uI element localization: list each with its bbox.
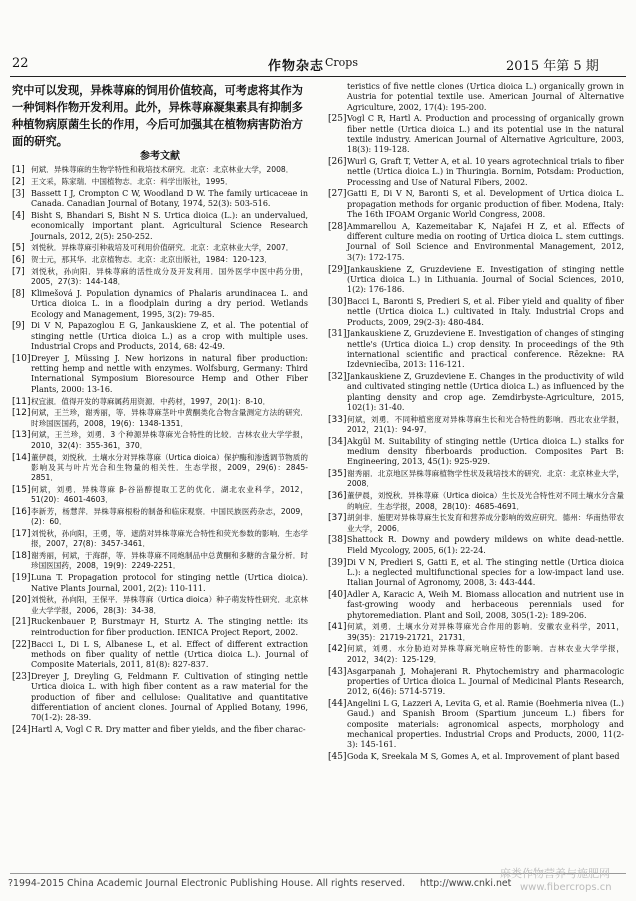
reference-entry — [328, 114, 624, 155]
reference-number: [17] — [12, 529, 31, 540]
reference-number: [42] — [328, 644, 347, 655]
reference-number: [44] — [328, 698, 347, 709]
reference-text: 何斌．异株荨麻的生物学特性和栽培技术研究．北京：北京林业大学，2008． — [31, 165, 294, 175]
reference-number: [11] — [12, 396, 31, 407]
reference-text: Klimešová J. Population dynamics of Phalaris arundinacea L. and Urtica dioica L. in a floodplain during a dry period. Wetlands Ecology and Management, 1995, 3(2): 79-85. — [31, 289, 308, 319]
reference-entry — [12, 255, 308, 265]
references-title: 参考文献 — [140, 151, 180, 162]
reference-number: [7] — [12, 266, 25, 277]
reference-text: 谢秀丽，何斌，于海群，等．异株荨麻不同炮制品中总黄酮和多糖的含量分析．时珍国医国药，2008，19(9)：2249-2251． — [31, 551, 308, 571]
reference-text: teristics of five nettle clones (Urtica dioica L.) organically grown in Austria for potential textile use. American Journal of Alternative Agriculture, 2002, 17(4): 195-200. — [347, 82, 624, 112]
reference-text: 刘悦秋，孙向阳，王保平．异株荨麻（Urtica dioica）种子萌发特性研究．北京林业大学学报，2006，28(3)：34-38． — [31, 595, 308, 615]
reference-number: [13] — [12, 430, 31, 441]
issue-label: 2015 年第 5 期 — [506, 59, 599, 74]
reference-entry — [12, 189, 308, 210]
reference-text: Shattock R. Downy and powdery mildews on white dead-nettle. Field Mycology, 2005, 6(1): 22-24. — [347, 535, 624, 555]
reference-text: 董伊晨，刘悦秋．异株荨麻（Urtica dioica）生长及光合特性对不同土壤水分含量的响应．生态学报，2008，28(10)：4685-4691． — [347, 491, 624, 511]
reference-number: [24] — [12, 724, 31, 735]
reference-text: 刘悦秋，孙向阳，王勇，等．遮荫对异株荨麻光合特性和荧光参数的影响．生态学报，2007，27(8)：3457-3461． — [31, 529, 308, 549]
reference-text: 何斌，刘勇．土壤水分对异株荨麻光合作用的影响．安徽农业科学，2011，39(35)：21719-21721，21731． — [347, 622, 624, 642]
reference-text: Jankauskiene Z, Gruzdeviene E. Investigation of stinging nettle (Urtica dioica L.) in Lithuania. Journal of Social Sciences, 2010, 1(2): 176-186. — [347, 264, 624, 295]
reference-text: 何斌，刘勇．不同种植密度对异株荨麻生长和光合特性的影响．西北农业学报，2012，21(1)：94-97． — [347, 414, 624, 434]
reference-entry — [12, 430, 308, 451]
reference-number: [16] — [12, 507, 31, 517]
reference-text: Goda K, Sreekala M S, Gomes A, et al. Improvement of plant based — [347, 751, 620, 761]
reference-number: [18] — [12, 551, 31, 562]
reference-entry — [328, 752, 624, 762]
intro-paragraph: 究中可以发现，异株荨麻的饲用价值较高，可考虑将其作为一种饲料作物开发利用。此外，异株荨麻凝集素具有抑制多种植物病原菌生长的作用，今后可加强其在植物病害防治方面的研究。 — [12, 84, 303, 148]
reference-text: 李新芳，杨慧萍．异株荨麻根粉的制备和临床观察．中国民族医药杂志，2009，(2)：60． — [31, 507, 308, 527]
reference-entry — [12, 211, 308, 242]
reference-number: [30] — [328, 296, 347, 307]
reference-entry — [328, 189, 624, 220]
reference-number: [25] — [328, 114, 347, 125]
right-column — [328, 82, 624, 764]
reference-entry — [12, 725, 308, 735]
reference-entry — [328, 265, 624, 296]
reference-text: Jankauskiene Z, Gruzdeviene E. Investigation of changes of stinging nettle's (Urtica dioica L.) crop density. In proceedings of the 9th international scientific and practical conference. Rēzekne: RA Izdevniecība, 2013: 116-121. — [347, 329, 624, 370]
reference-text: Luna T. Propagation protocol for stinging nettle (Urtica dioica). Native Plants Journal, 2001, 2(2): 110-111. — [31, 573, 308, 593]
reference-number: [5] — [12, 243, 25, 254]
reference-number: [41] — [328, 622, 347, 633]
reference-entry — [328, 667, 624, 698]
reference-number: [38] — [328, 535, 347, 546]
reference-text: Ruckenbauer P, Burstmayr H, Sturtz A. The stinging nettle: its reintroduction for fiber production. IENICA Project Report, 2002. — [31, 617, 308, 637]
reference-text: Bassett I J, Crompton C W, Woodland D W. The family urticaceae in Canada. Canadian Journal of Botany, 1974, 52(3): 503-516. — [31, 188, 308, 209]
reference-text: Bacci L, Di L S, Albanese L, et al. Effect of different extraction methods on fiber quality of nettle (Urtica dioica L.). Journal of Composite Materials, 2011, 81(8): 827-837. — [31, 639, 308, 670]
reference-entry — [12, 243, 308, 253]
reference-number: [10] — [12, 353, 31, 364]
reference-entry — [328, 157, 624, 188]
reference-text: Akgül M. Suitability of stinging nettle (Urtica dioica L.) stalks for medium density fiberboards production. Composites Part B: Engineering, 2013, 45(1): 925-929. — [347, 436, 624, 467]
reference-entry — [12, 640, 308, 671]
reference-entry — [12, 321, 308, 352]
reference-text: Jankauskiene Z, Gruzdeviene E. Changes in the productivity of wild and cultivated stinging nettle (Urtica dioica L.) as influenced by the planting density and crop age. Zemdirbyste-Agriculture, 2015, 102(1): 31-40. — [347, 372, 624, 412]
reference-number: [23] — [12, 671, 31, 682]
reference-number: [32] — [328, 372, 347, 383]
reference-number: [21] — [12, 617, 31, 628]
reference-entry — [328, 513, 624, 534]
reference-number: [4] — [12, 210, 25, 221]
reference-text: Wurl G, Graft T, Vetter A, et al. 10 years agrotechnical trials to fiber nettle (Urtica dioica L.) in Thuringia. Bornim, Potsdam: Production, Processing and Use of Natural Fibers, 2002. — [347, 157, 624, 187]
reference-entry — [12, 397, 308, 407]
reference-entry — [12, 595, 308, 616]
reference-entry — [328, 622, 624, 643]
reference-text: Gatti E, Di V N, Baronti S, et al. Development of Urtica dioica L. propagation methods for organic production of fiber. Modena, Italy: The 16th IFOAM Organic World Congress, 2008. — [347, 189, 624, 220]
reference-number: [9] — [12, 321, 25, 332]
left-column — [12, 82, 308, 737]
reference-entry — [328, 437, 624, 468]
reference-number: [22] — [12, 639, 31, 650]
reference-text: 何斌，刘勇．水分胁迫对异株荨麻光响应特性的影响．吉林农业大学学报，2012，34(2)：125-129． — [347, 644, 624, 664]
cnki-link[interactable]: http://www.cnki.net — [420, 878, 512, 889]
reference-number: [27] — [328, 189, 347, 200]
reference-entry — [12, 453, 308, 484]
reference-entry — [328, 535, 624, 556]
reference-number: [15] — [12, 484, 31, 495]
journal-title-en: Crops — [325, 56, 358, 69]
reference-number: [3] — [12, 188, 25, 199]
reference-text: Vogl C R, Hartl A. Production and processing of organically grown fiber nettle (Urtica dioica L.) and its potential use in the natural textile industry. American Journal of Alternative Agriculture, 2003, 18(3): 119-128. — [347, 114, 624, 155]
reference-number: [19] — [12, 573, 31, 584]
reference-text: Bisht S, Bhandari S, Bisht N S. Urtica dioica (L.): an undervalued, economically important plant. Agricultural Science Research Journals, 2012, 2(5): 250-252. — [31, 210, 308, 241]
reference-entry — [12, 617, 308, 638]
references-list-right — [328, 82, 624, 762]
header-rule — [10, 76, 626, 77]
reference-entry — [12, 573, 308, 594]
journal-title-cn: 作物杂志 — [268, 59, 325, 74]
reference-number: [14] — [12, 452, 31, 463]
reference-text: 何斌，刘勇．异株荨麻 β-谷甾醇提取工艺的优化．湖北农业科学，2012，51(20)：4601-4603． — [31, 484, 308, 505]
reference-text: 胡剑非．施肥对异株荨麻生长发育和营养成分影响的效应研究．德州：华南热带农业大学，2006． — [347, 513, 624, 533]
reference-number: [20] — [12, 595, 31, 606]
reference-entry — [328, 491, 624, 512]
reference-number: [39] — [328, 557, 347, 568]
references-list-left — [12, 165, 308, 735]
reference-text: 王文采，陈家瑞．中国植物志．北京：科学出版社，1995． — [31, 177, 233, 187]
reference-entry — [328, 590, 624, 621]
reference-text: 权宜淑．值得开发的荨麻属药用资源．中药材，1997，20(1)：8-10． — [31, 396, 271, 406]
reference-entry — [328, 297, 624, 328]
reference-number: [37] — [328, 513, 347, 524]
reference-text: 谢秀丽．北京地区异株荨麻植物学性状及栽培技术的研究．北京：北京林业大学，2008． — [347, 469, 624, 489]
reference-number: [34] — [328, 436, 347, 447]
reference-entry — [12, 165, 308, 175]
reference-text: 董伊晨，刘悦秋．土壤水分对异株荨麻（Urtica dioica）保护酶和渗透调节物质的影响及其与叶片光合和生物量的相关性．生态学报，2009，29(6)：2845-2851． — [31, 452, 308, 483]
reference-text: Ammarellou A, Kazemeitabar K, Najafei H Z, et al. Effects of different culture media on rooting of Urtica dioica L. stem cuttings. Journal of Soil Science and Environmental Management, 2012, 3(7): 172-175. — [347, 221, 624, 262]
reference-number: [43] — [328, 666, 347, 677]
reference-entry — [12, 267, 308, 288]
reference-text: 贺士元，那其华．北京植物志．北京：北京出版社，1984：120-123． — [31, 255, 272, 265]
reference-number: [45] — [328, 751, 347, 762]
reference-entry — [12, 551, 308, 572]
reference-number: [40] — [328, 589, 347, 600]
reference-text: Dreyer J, Dreyling G, Feldmann F. Cultivation of stinging nettle Urtica dioica L. with high fiber content as a raw material for the production of fiber and cellulose: Qualitative and quantitative differentiation of ancient clones. Journal of Applied Botany, 1996, 70(1-2): 28-39. — [31, 671, 308, 723]
reference-text: Asgarpanah J, Mohajerani R. Phytochemistry and pharmacologic properties of Urtica dioica L. Journal of Medicinal Plants Research, 2012, 6(46): 5714-5719. — [347, 666, 624, 697]
page-header — [0, 0, 636, 74]
reference-number: [26] — [328, 157, 347, 168]
reference-number: [35] — [328, 469, 347, 480]
reference-entry — [328, 469, 624, 490]
reference-text: Hartl A, Vogl C R. Dry matter and fiber yields, and the fiber charac- — [31, 724, 306, 734]
reference-text: Dreyer J, Müssing J. New horizons in natural fiber production: retting hemp and nettle with enzymes. Wolfsburg, Germany: Third International Symposium Bioresource Hemp and Other Fiber Plants, 2000: 13-16. — [31, 353, 308, 394]
reference-entry — [12, 177, 308, 187]
reference-text: Di V N, Predieri S, Gatti E, et al. The stinging nettle (Urtica dioica L.): a neglected multifunctional species for a low-impact land use. Italian Journal of Agronomy, 2008, 3: 443-444. — [347, 557, 624, 588]
reference-entry — [328, 644, 624, 665]
reference-number: [12] — [12, 408, 31, 419]
reference-entry — [328, 699, 624, 750]
reference-entry — [12, 529, 308, 550]
reference-text: Adler A, Karacic A, Weih M. Biomass allocation and nutrient use in fast-growing woody and herbaceous perennials used for phytoremediation. Plant and Soil, 2008, 305(1-2): 189-206. — [347, 589, 624, 620]
reference-number: [1] — [12, 165, 25, 176]
page-number: 22 — [12, 56, 29, 71]
reference-entry — [328, 372, 624, 413]
reference-text: 何斌，王兰珍，刘勇．3 个种源异株荨麻光合特性的比较．吉林农业大学学报，2010，32(4)：355-361，370． — [31, 430, 308, 450]
reference-text: Bacci L, Baronti S, Predieri S, et al. Fiber yield and quality of fiber nettle (Urtica dioica L.) cultivated in Italy. Industrial Crops and Products, 2009, 29(2-3): 480-484. — [347, 296, 624, 327]
reference-number: [31] — [328, 329, 347, 340]
reference-number: [6] — [12, 255, 25, 266]
reference-text: 刘悦秋，孙向阳．异株荨麻的活性成分及开发利用．国外医学中医中药分册，2005，27(3)：144-148． — [31, 266, 308, 287]
reference-text: Di V N, Papazoglou E G, Jankauskiene Z, et al. The potential of stinging nettle (Urtica dioica L.) as a crop with multiple uses. Industrial Crops and Products, 2014, 68: 42-49. — [31, 321, 308, 352]
reference-entry — [12, 408, 308, 429]
reference-entry — [12, 289, 308, 320]
reference-entry — [328, 222, 624, 263]
reference-text: 何斌，王兰珍，谢秀丽，等．异株荨麻茎叶中黄酮类化合物含量测定方法的研究．时珍国医国药，2008，19(6)：1348-1351． — [31, 408, 308, 428]
reference-number: [8] — [12, 289, 25, 300]
reference-entry — [328, 329, 624, 370]
watermark-en: www.fibercrops.cn — [520, 882, 612, 893]
reference-entry — [12, 507, 308, 528]
reference-number: [2] — [12, 177, 25, 188]
watermark-cn: 麻类作物营养与施肥网 — [500, 867, 610, 880]
reference-number: [36] — [328, 491, 347, 502]
reference-text: 刘悦秋．异株荨麻引种栽培及可利用价值研究．北京：北京林业大学，2007． — [31, 243, 294, 253]
copyright-notice: ?1994-2015 China Academic Journal Electronic Publishing House. All rights reserved. — [8, 878, 406, 889]
reference-entry — [12, 354, 308, 395]
reference-text: Angelini L G, Lazzeri A, Levita G, et al. Ramie (Boehmeria nivea (L.) Gaud.) and Spanish Broom (Spartium junceum L.) fibers for composite materials: agronomical aspects, morphology and mechanical properties. Industrial Crops and Products, 2000, 11(2-3): 145-161. — [347, 698, 624, 750]
reference-number: [28] — [328, 221, 347, 232]
reference-entry — [328, 415, 624, 436]
reference-entry — [328, 558, 624, 589]
reference-entry — [12, 485, 308, 506]
reference-entry — [12, 672, 308, 723]
reference-number: [33] — [328, 414, 347, 425]
reference-number: [29] — [328, 264, 347, 275]
reference-entry — [328, 82, 624, 113]
